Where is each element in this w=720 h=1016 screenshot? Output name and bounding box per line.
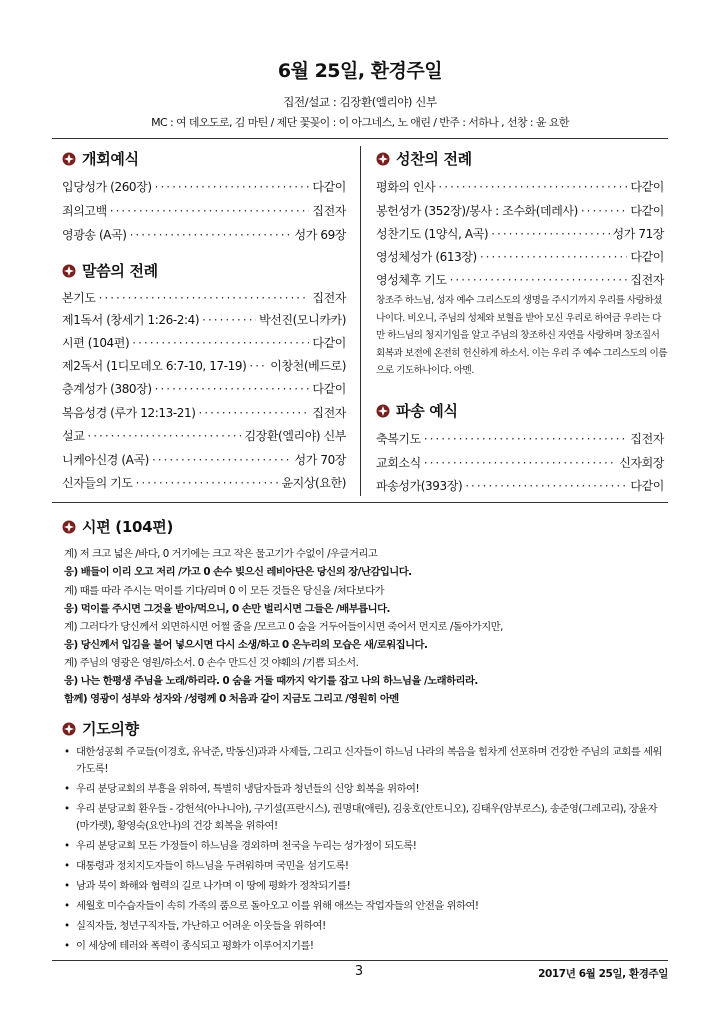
- order-row: [62, 357, 346, 374]
- row-value: 신자회장: [619, 456, 664, 470]
- row-label: 교회소식: [376, 456, 421, 470]
- row-value: 집전자: [630, 273, 664, 287]
- order-row: [62, 289, 346, 306]
- row-label: 영성체후 기도: [376, 273, 447, 287]
- leader-dots: [136, 476, 279, 490]
- leader-dots: [424, 456, 616, 470]
- psalm-line: 계) 때를 따라 주시는 먹이를 기다/리며 0 이 모든 것들은 당신을 /쳐다보다가: [64, 585, 384, 597]
- row-label: 설교: [62, 429, 85, 443]
- footer-label: 2017년 6월 25일, 환경주일: [538, 968, 668, 980]
- leader-dots: [155, 180, 310, 194]
- order-row: [62, 226, 346, 243]
- row-label: 복음성경 (루가 12:13-21): [62, 406, 196, 420]
- order-row: [62, 334, 346, 351]
- column-divider: [360, 146, 361, 496]
- list-item: • 실직자들, 청년구직자들, 가난하고 어려운 이웃들을 위하여!: [64, 918, 668, 935]
- row-label: 제1독서 (창세기 1:26-2:4): [62, 313, 200, 327]
- intercession-list: [64, 744, 668, 958]
- row-label: 본기도: [62, 291, 96, 305]
- row-label: 입당성가 (260장): [62, 180, 152, 194]
- row-value: 집전자: [312, 204, 346, 218]
- section-word-heading: [62, 260, 158, 281]
- order-row: [376, 430, 664, 447]
- leader-dots: [87, 429, 241, 443]
- list-item: • 대통령과 정치지도자들이 하느님을 두려워하며 국민을 섬기도록!: [64, 858, 668, 875]
- list-item: • 우리 분당교회 모든 가정들이 하느님을 경외하며 천국을 누리는 성가정이 되도록!: [64, 838, 668, 855]
- row-value: 김장환(엘리야) 신부: [244, 429, 346, 443]
- section-intercessions-heading: [62, 718, 139, 739]
- leader-dots: [424, 432, 628, 446]
- list-item: • 이 세상에 테러와 폭력이 종식되고 평화가 이루어지기를!: [64, 938, 668, 955]
- cross-icon: [62, 264, 76, 278]
- row-label: 영성체성가 (613장): [376, 250, 477, 264]
- psalm-line: 계) 저 크고 넓은 /바다, 0 거기에는 크고 작은 물고기가 수없이 /우글거리고: [64, 548, 378, 560]
- row-label: 봉헌성가 (352장)/봉사 : 조수화(데레사): [376, 204, 578, 218]
- section-eucharist-heading: [376, 148, 472, 169]
- order-row: [376, 271, 664, 288]
- section-psalm-heading: [62, 516, 173, 537]
- psalm-line: 계) 주님의 영광은 영원/하소서. 0 손수 만드신 것 야훼의 /기쁨 되소서.: [64, 657, 359, 669]
- psalm-line: 계) 그러다가 당신께서 외면하시면 어쩔 줄을 /모르고 0 숨을 거두어들이시면 죽어서 먼지로 /돌아가지만,: [64, 621, 503, 633]
- leader-dots: [202, 313, 256, 327]
- row-value: 다같이: [312, 336, 346, 350]
- row-label: 층계성가 (380장): [62, 382, 152, 396]
- list-item: • 우리 분당교회의 부흥을 위하여, 특별히 냉담자들과 청년들의 신앙 회복을 위하여!: [64, 781, 668, 798]
- order-row: [62, 474, 346, 491]
- order-row: [376, 225, 664, 242]
- row-value: 다같이: [312, 382, 346, 396]
- order-row: [62, 202, 346, 219]
- leader-dots: [155, 382, 310, 396]
- ministers-line: MC : 여 데오도로, 김 마틴 / 제단 꽃꽂이 : 이 아그네스, 노 애린 / 반주 : 서하나 , 선창 : 윤 요한: [151, 116, 569, 129]
- row-label: 니케아신경 (A곡): [62, 453, 149, 467]
- top-divider: [52, 138, 668, 139]
- celebrant-line: 집전/설교 : 김장환(엘리야) 신부: [283, 95, 437, 109]
- row-label: 성찬기도 (1양식, A곡): [376, 227, 489, 241]
- psalm-line: 응) 먹이를 주시면 그것을 받아/먹으니, 0 손만 벌리시면 그들은 /배부릅니다.: [64, 603, 390, 615]
- leader-dots: [249, 359, 267, 373]
- row-value: 집전자: [312, 406, 346, 420]
- section-title: 기도의향: [82, 720, 139, 738]
- leader-dots: [130, 228, 292, 242]
- row-value: 다같이: [630, 180, 664, 194]
- list-item: • 우리 분당교회 환우들 - 강헌석(아나니아), 구기설(프란시스), 권명대(애린), 김웅호(안토니오), 김태우(암부로스), 송준영(그레고리), 장윤자(마가렛), 황영숙(요안나)의 건강 회복을 위하여!: [64, 801, 668, 835]
- row-value: 다같이: [630, 479, 664, 493]
- section-title: 파송 예식: [396, 402, 458, 420]
- row-label: 죄의고백: [62, 204, 107, 218]
- order-row: [376, 202, 664, 219]
- middle-divider: [52, 502, 668, 503]
- row-value: 이창천(베드로): [270, 359, 346, 373]
- psalm-line: 응) 당신께서 입김을 불어 넣으시면 다시 소생/하고 0 온누리의 모습은 새/로워집니다.: [64, 639, 428, 651]
- psalm-line: 함께) 영광이 성부와 성자와 /성령께 0 처음과 같이 지금도 그리고 /영원히 아멘: [64, 693, 399, 705]
- row-value: 성가 70장: [294, 453, 346, 467]
- section-title: 개회예식: [82, 150, 139, 168]
- leader-dots: [438, 180, 627, 194]
- post-communion-prayer: 창조주 하느님, 성자 예수 그리스도의 생명을 주시기까지 우리를 사랑하셨나이다. 비오니, 주님의 성체와 보혈을 받아 모신 우리로 하여금 우리는 다만 하느님의 청지기임을 알고 주님의 창조하신 자연을 사랑하며 창조질서 회복과 보전에 온전히 헌신하게 하소서. 이는 우리 주 예수 그리스도의 이름으로 기도하나이다. 아멘.: [376, 295, 668, 376]
- leader-dots: [199, 406, 310, 420]
- psalm-line: 응) 나는 한평생 주님을 노래/하리라. 0 숨을 거둘 때까지 악기를 잡고 나의 하느님을 /노래하리라.: [64, 675, 478, 687]
- row-value: 성가 69장: [294, 228, 346, 242]
- leader-dots: [581, 204, 628, 218]
- section-title: 말씀의 전례: [82, 262, 158, 280]
- section-title: 성찬의 전례: [396, 150, 472, 168]
- row-value: 윤지상(요한): [281, 476, 346, 490]
- order-row: [62, 178, 346, 195]
- cross-icon: [376, 152, 390, 166]
- order-row: [376, 178, 664, 195]
- row-label: 영광송 (A곡): [62, 228, 127, 242]
- list-item: • 세월호 미수습자들이 속히 가족의 품으로 돌아오고 이를 위해 애쓰는 작업자들의 안전을 위하여!: [64, 898, 668, 915]
- order-row: [62, 311, 346, 328]
- list-item: • 대한성공회 주교들(이경호, 유낙준, 박동신)과과 사제들, 그리고 신자들이 하느님 나라의 복음을 힘차게 선포하며 건강한 주님의 교회를 세워가도록!: [64, 744, 668, 778]
- leader-dots: [152, 453, 292, 467]
- cross-icon: [62, 152, 76, 166]
- leader-dots: [465, 479, 627, 493]
- row-label: 제2독서 (1디모데오 6:7-10, 17-19): [62, 359, 247, 373]
- row-value: 집전자: [312, 291, 346, 305]
- page-number: 3: [354, 964, 364, 979]
- page-title: 6월 25일, 환경주일: [277, 60, 443, 82]
- leader-dots: [491, 227, 609, 241]
- cross-icon: [62, 722, 76, 736]
- order-row: [376, 454, 664, 471]
- section-title: 시편 (104편): [82, 518, 174, 536]
- leader-dots: [110, 204, 310, 218]
- row-label: 시편 (104편): [62, 336, 130, 350]
- section-dismissal-heading: [376, 400, 458, 421]
- order-row: [62, 427, 346, 444]
- order-row: [376, 248, 664, 265]
- order-row: [62, 380, 346, 397]
- row-value: 성가 71장: [612, 227, 664, 241]
- row-value: 다같이: [630, 250, 664, 264]
- section-opening-heading: [62, 148, 139, 169]
- row-label: 평화의 인사: [376, 180, 436, 194]
- cross-icon: [62, 520, 76, 534]
- leader-dots: [480, 250, 628, 264]
- leader-dots: [450, 273, 628, 287]
- order-row: [62, 451, 346, 468]
- psalm-line: 응) 배들이 이리 오고 저리 /가고 0 손수 빚으신 레비아단은 당신의 장/난감입니다.: [64, 566, 412, 578]
- list-item: • 남과 북이 화해와 협력의 길로 나가며 이 땅에 평화가 정착되기를!: [64, 878, 668, 895]
- order-row: [376, 477, 664, 494]
- row-value: 박선진(모니카카): [259, 313, 346, 327]
- row-label: 파송성가(393장): [376, 479, 463, 493]
- order-row: [62, 404, 346, 421]
- row-value: 다같이: [630, 204, 664, 218]
- cross-icon: [376, 404, 390, 418]
- row-label: 신자들의 기도: [62, 476, 133, 490]
- row-label: 축복기도: [376, 432, 421, 446]
- leader-dots: [132, 336, 309, 350]
- row-value: 다같이: [312, 180, 346, 194]
- bottom-divider: [52, 960, 668, 961]
- leader-dots: [99, 291, 310, 305]
- row-value: 집전자: [630, 432, 664, 446]
